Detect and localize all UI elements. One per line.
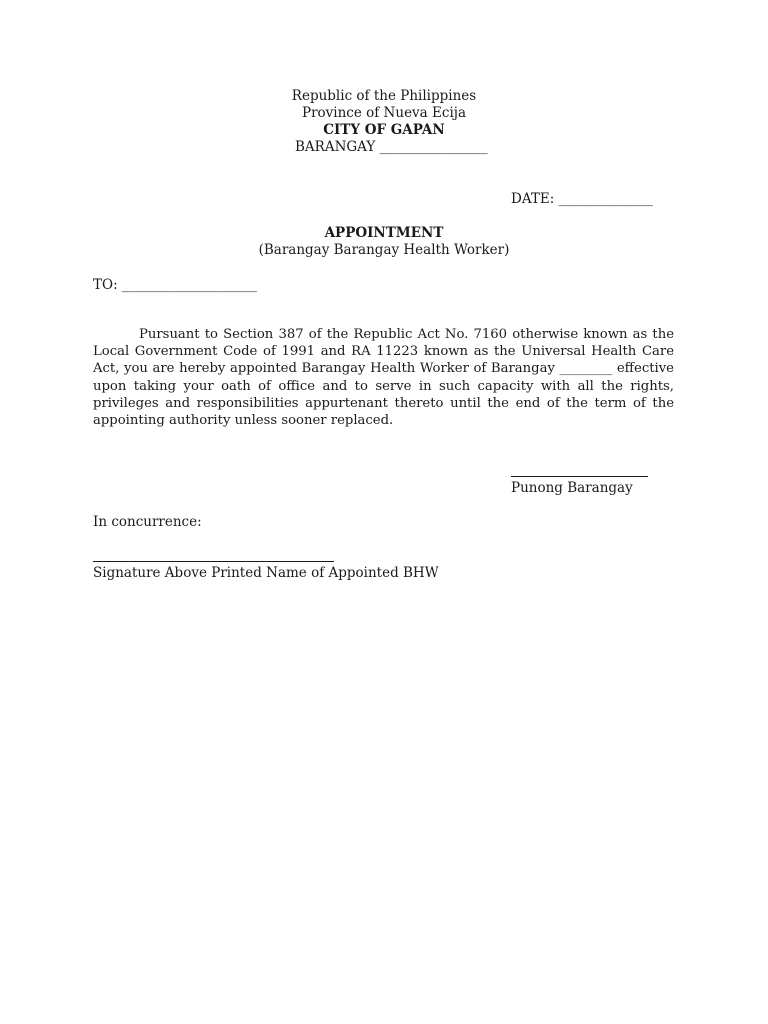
header-barangay: BARANGAY ________________ (295, 139, 488, 155)
bhw-signature-caption: Signature Above Printed Name of Appointed BHW (93, 565, 439, 581)
header-province: Province of Nueva Ecija (302, 105, 466, 121)
punong-barangay-signature-line (511, 476, 648, 477)
bhw-signature-line (93, 561, 334, 562)
date-field: DATE: ______________ (511, 191, 654, 207)
concurrence-label: In concurrence: (93, 514, 202, 530)
appointment-body: Pursuant to Section 387 of the Republic Act No. 7160 otherwise known as the Local Government Code of 1991 and RA 11223 known as the Universal Health Care Act, you are hereby appointed Barangay Health Worker of Barangay ________ effective upon taking your oath of office and to serve in such capacity with all the rights, privileges and responsibilities appurtenant thereto until the end of the term of the appointing authority unless sooner replaced. (93, 327, 674, 429)
document-subtitle: (Barangay Barangay Health Worker) (258, 242, 510, 258)
letterhead (0, 88, 768, 139)
header-city: CITY OF GAPAN (323, 122, 445, 138)
header-republic: Republic of the Philippines (291, 88, 477, 104)
document-title: APPOINTMENT (324, 225, 444, 241)
punong-barangay-label: Punong Barangay (511, 480, 633, 496)
addressee-field: TO: ____________________ (93, 277, 257, 293)
